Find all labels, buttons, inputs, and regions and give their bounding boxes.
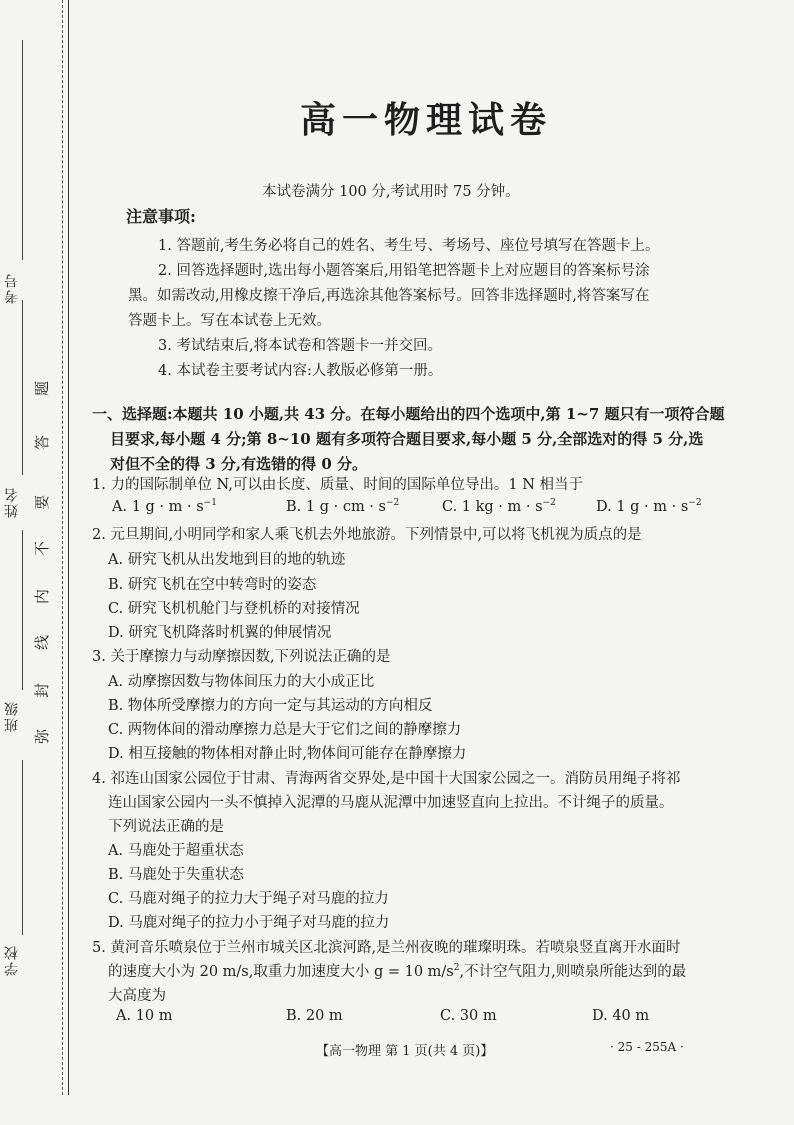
question-3-option-c: C. 两物体间的滑动摩擦力总是大于它们之间的静摩擦力 bbox=[108, 722, 462, 738]
seal-char: 封 bbox=[33, 682, 52, 699]
option-text: C. 1 kg · m · s bbox=[442, 498, 543, 515]
seal-char: 答 bbox=[33, 434, 52, 451]
exam-no-line bbox=[22, 40, 23, 260]
school-line bbox=[22, 760, 23, 935]
question-1-option-c bbox=[442, 498, 556, 515]
question-1-option-d bbox=[596, 498, 702, 515]
exam-info: 本试卷满分 100 分,考试用时 75 分钟。 bbox=[262, 184, 520, 200]
question-4-stem-cont: 下列说法正确的是 bbox=[108, 819, 224, 835]
question-5-option-b: B. 20 m bbox=[286, 1008, 343, 1024]
section-line: 对但不全的得 3 分,有选错的得 0 分。 bbox=[110, 455, 367, 473]
seal-char: 线 bbox=[33, 634, 52, 651]
question-4-stem: 4. 祁连山国家公园位于甘肃、青海两省交界处,是中国十大国家公园之一。消防员用绳子将祁 bbox=[92, 771, 681, 787]
question-5-option-c: C. 30 m bbox=[440, 1008, 497, 1024]
name-label: 姓名 bbox=[4, 486, 20, 518]
page-title: 高一物理试卷 bbox=[300, 99, 553, 141]
class-line bbox=[22, 530, 23, 690]
question-5-stem: 5. 黄河音乐喷泉位于兰州市城关区北滨河路,是兰州夜晚的璀璨明珠。若喷泉竖直离开水面时 bbox=[92, 940, 681, 956]
option-text: B. 1 g · cm · s bbox=[286, 498, 386, 515]
stem-text: 的速度大小为 20 m/s,取重力加速度大小 g = 10 m/s bbox=[108, 964, 454, 980]
question-1-stem: 1. 力的国际制单位 N,可以由长度、质量、时间的国际单位导出。1 N 相当于 bbox=[92, 477, 584, 493]
notice-item: 黑。如需改动,用橡皮擦干净后,再选涂其他答案标号。回答非选择题时,将答案写在 bbox=[128, 288, 650, 304]
binding-line bbox=[68, 0, 69, 1095]
question-1-option-a bbox=[112, 498, 217, 515]
question-5-option-d: D. 40 m bbox=[592, 1008, 650, 1024]
question-3-option-a: A. 动摩擦因数与物体间压力的大小成正比 bbox=[108, 674, 375, 690]
notice-item: 1. 答题前,考生务必将自己的姓名、考生号、考场号、座位号填写在答题卡上。 bbox=[158, 238, 660, 254]
question-4-option-d: D. 马鹿对绳子的拉力小于绳子对马鹿的拉力 bbox=[108, 915, 390, 931]
question-4-option-c: C. 马鹿对绳子的拉力大于绳子对马鹿的拉力 bbox=[108, 891, 389, 907]
notice-item: 答题卡上。写在本试卷上无效。 bbox=[128, 313, 331, 329]
option-text: D. 1 g · m · s bbox=[596, 498, 689, 515]
question-4-option-a: A. 马鹿处于超重状态 bbox=[108, 843, 244, 859]
notice-item: 3. 考试结束后,将本试卷和答题卡一并交回。 bbox=[158, 338, 443, 354]
seal-char: 不 bbox=[33, 540, 52, 557]
exponent: −2 bbox=[542, 498, 556, 508]
section-line: 目要求,每小题 4 分;第 8~10 题有多项符合题目要求,每小题 5 分,全部选对的得 5 分,选 bbox=[110, 430, 704, 448]
question-3-option-d: D. 相互接触的物体相对静止时,物体间可能存在静摩擦力 bbox=[108, 746, 467, 762]
school-label: 学校 bbox=[4, 944, 20, 976]
question-2-option-a: A. 研究飞机从出发地到目的地的轨迹 bbox=[108, 552, 346, 568]
exponent: −2 bbox=[688, 498, 702, 508]
name-line bbox=[22, 300, 23, 475]
seal-char: 要 bbox=[33, 494, 52, 511]
question-5-stem-cont: 大高度为 bbox=[108, 988, 166, 1004]
exam-no-label: 考号 bbox=[4, 272, 20, 304]
seal-char: 弥 bbox=[33, 728, 52, 745]
section-heading bbox=[92, 402, 725, 477]
question-3-stem: 3. 关于摩擦力与动摩擦因数,下列说法正确的是 bbox=[92, 649, 391, 665]
question-4-stem-cont: 连山国家公园内一头不慎掉入泥潭的马鹿从泥潭中加速竖直向上拉出。不计绳子的质量。 bbox=[108, 795, 674, 811]
exponent: −2 bbox=[385, 498, 400, 508]
notice-item: 4. 本试卷主要考试内容:人教版必修第一册。 bbox=[158, 363, 443, 379]
exponent: −1 bbox=[203, 498, 217, 508]
notice-heading: 注意事项: bbox=[126, 207, 196, 226]
class-label: 班级 bbox=[4, 700, 20, 732]
stem-text: ,不计空气阻力,则喷泉所能达到的最 bbox=[459, 964, 687, 980]
seal-char: 题 bbox=[33, 380, 52, 397]
question-1-option-b bbox=[286, 498, 399, 515]
question-5-option-a: A. 10 m bbox=[116, 1008, 173, 1024]
question-5-stem-cont bbox=[108, 960, 686, 981]
question-4-option-b: B. 马鹿处于失重状态 bbox=[108, 867, 244, 883]
question-3-option-b: B. 物体所受摩擦力的方向一定与其运动的方向相反 bbox=[108, 698, 433, 714]
exponent: 2 bbox=[453, 963, 460, 974]
paper-code: · 25 - 255A · bbox=[610, 1040, 684, 1054]
option-text: A. 1 g · m · s bbox=[112, 498, 204, 515]
notice-item: 2. 回答选择题时,选出每小题答案后,用铅笔把答题卡上对应题目的答案标号涂 bbox=[158, 263, 650, 279]
section-line: 一、选择题:本题共 10 小题,共 43 分。在每小题给出的四个选项中,第 1~7 题只有一项符合题 bbox=[92, 405, 725, 423]
question-2-option-d: D. 研究飞机降落时机翼的伸展情况 bbox=[108, 625, 332, 641]
page-footer: 【高一物理 第 1 页(共 4 页)】 bbox=[316, 1044, 494, 1059]
seal-char: 内 bbox=[33, 588, 52, 605]
question-2-stem: 2. 元旦期间,小明同学和家人乘飞机去外地旅游。下列情景中,可以将飞机视为质点的是 bbox=[92, 527, 642, 543]
question-2-option-b: B. 研究飞机在空中转弯时的姿态 bbox=[108, 577, 317, 593]
question-2-option-c: C. 研究飞机机舱门与登机桥的对接情况 bbox=[108, 601, 360, 617]
seal-dashed-line bbox=[62, 0, 63, 1095]
